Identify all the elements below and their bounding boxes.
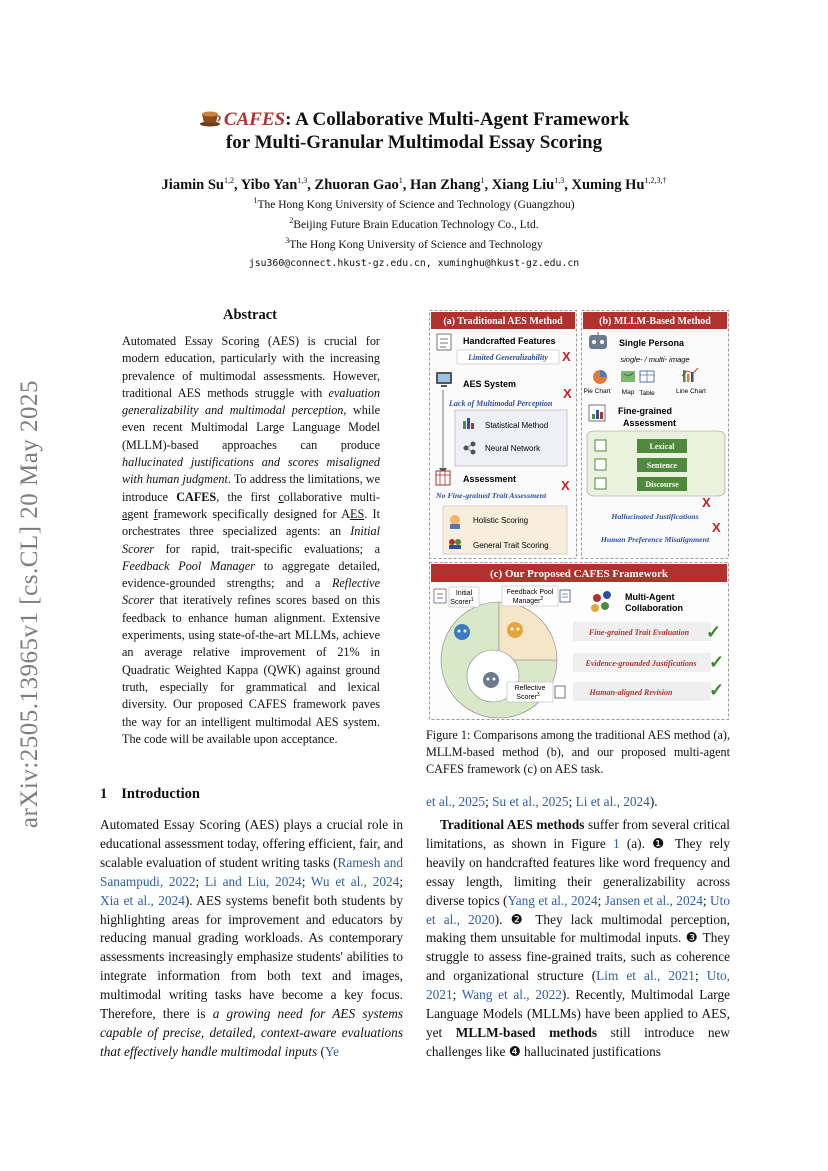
affiliation: $^1$The Hong Kong University of Science and Technology (Guangzhou) <box>253 196 575 211</box>
citation-link[interactable]: Ramesh and Sanampudi, 2022 <box>100 854 403 889</box>
citation-link[interactable]: Li et al., 2024 <box>575 794 650 809</box>
map-label: Map <box>621 389 635 396</box>
feedback-manager-line2: Manager$^2$ <box>512 596 544 605</box>
handcrafted-features-label: Handcrafted Features <box>463 336 556 346</box>
citation-link[interactable]: Lim et al., 2021 <box>596 968 695 984</box>
title-brand: CAFES <box>223 109 286 130</box>
citation-link[interactable]: Ye <box>324 1043 340 1059</box>
pie-chart-icon <box>593 370 607 384</box>
arxiv-id-text: arXiv:2505.13965v1 [cs.CL] 20 May 2025 <box>16 379 43 829</box>
fine-grained-trait-label: Fine-grained Trait Evaluation <box>588 628 690 637</box>
neural-network-label: Neural Network <box>485 444 541 453</box>
citation-link[interactable]: Wu et al., 2024 <box>310 873 400 889</box>
human-aligned-label: Human-aligned Revision <box>589 688 673 697</box>
title-line2: for Multi-Granular Multimodal Essay Scoring <box>225 132 603 153</box>
table-label: Table <box>639 390 655 397</box>
handcrafted-features-icon <box>437 334 451 350</box>
check-icon: ✓ <box>706 622 722 642</box>
initial-scorer-robot-icon <box>454 624 470 640</box>
multi-agent-line2: Collaboration <box>625 603 683 613</box>
line-chart-label: Line Chart <box>676 388 706 395</box>
cross-icon: X <box>561 478 570 493</box>
citation-link[interactable]: et al., 2025 <box>426 794 486 809</box>
general-trait-scoring-label: General Trait Scoring <box>473 541 549 550</box>
holistic-scoring-label: Holistic Scoring <box>473 516 529 525</box>
discourse-label: Discourse <box>645 480 679 489</box>
author: Xiang Liu$^{1,3}$ <box>491 176 565 193</box>
affiliation: $^3$The Hong Kong University of Science and Technology <box>285 236 543 251</box>
panel-b-title: (b) MLLM-Based Method <box>599 316 711 327</box>
citation-link[interactable]: Uto et al., 2020 <box>426 892 730 927</box>
sentence-label: Sentence <box>646 461 678 470</box>
citation-link[interactable]: Uto, 2021 <box>426 968 730 1003</box>
section-heading-introduction: 1 Introduction <box>100 786 200 802</box>
citation-link[interactable]: Xia et al., 2024 <box>100 892 185 908</box>
citation-link[interactable]: Jansen et al., 2024 <box>604 892 703 908</box>
lexical-label: Lexical <box>649 442 675 451</box>
holistic-scoring-icon <box>450 515 460 529</box>
fine-grained-icon <box>589 405 605 421</box>
author: Han Zhang$^1$ <box>410 176 485 193</box>
panel-c-title: (c) Our Proposed CAFES Framework <box>489 568 669 580</box>
map-icon <box>621 371 635 382</box>
reflective-scorer-robot-icon <box>483 672 499 688</box>
feedback-manager-line1: Feedback Pool <box>506 589 554 596</box>
assessment-icon <box>436 471 450 485</box>
cross-icon: X <box>702 495 711 510</box>
author-list: Jiamin Su$^{1,2}$, Yibo Yan$^{1,3}$, Zhuoran Gao$^1$, Han Zhang$^1$, Xiang Liu$^{1,3}$, Xuming $Hu^{1,2,3,\dagger}$ <box>161 176 667 193</box>
intro-paragraph-right-continued: et al., 2025; Su et al., 2025; Li et al., 2024). <box>426 794 658 809</box>
evidence-grounded-label: Evidence-grounded Justifications <box>585 659 697 668</box>
lack-multimodal-label: Lack of Multimodal Perception <box>449 399 553 408</box>
citation-link[interactable]: Li and Liu, 2024 <box>204 873 302 889</box>
checklist-icon <box>595 440 606 489</box>
initial-scorer-line2: Scorer$^1$ <box>450 597 474 606</box>
no-fine-grained-label: No Fine-grained Trait Assessment <box>436 491 547 500</box>
fine-grained-label-line1: Fine-grained <box>618 406 673 416</box>
cross-icon: X <box>563 386 572 401</box>
intro-paragraph-left: Automated Essay Scoring (AES) plays a crucial role in educational assessment today, offering efficient, fair, and scalable evaluation of student writing tasks (Ramesh and Sanampudi, 2022; Li and Liu, 2024; Wu et al., 2024; Xia et al., 2024). AES systems benefit both students by highlighting areas for improvement and educators by reducing manual grading workloads. As contemporary assessments increasingly emphasize students' abilities to integrate information from both text and images, multimodal writing tasks have become a key focus. Therefore, there is a growing need for AES systems capable of precise, detailed, context-aware evaluations that effectively handle multimodal inputs (Ye <box>100 817 404 1059</box>
cross-icon: X <box>712 520 721 535</box>
single-persona-label: Single Persona <box>619 338 685 348</box>
citation-link[interactable]: Wang et al., 2022 <box>461 987 562 1003</box>
assessment-label: Assessment <box>463 474 517 484</box>
figure-reference-link[interactable]: 1 <box>612 835 620 851</box>
reflective-scorer-line2: Scorer$^3$ <box>516 692 540 701</box>
feedback-pool-icon <box>560 590 570 602</box>
pie-chart-label: Pie Chart <box>583 388 611 395</box>
abstract-heading: Abstract <box>223 307 277 323</box>
multi-agent-line1: Multi-Agent <box>625 592 675 602</box>
misalignment-label: Human Preference Misalignment <box>600 535 710 544</box>
fine-grained-label-line2: Assessment <box>623 418 677 428</box>
author: Zhuoran Gao$^1$ <box>314 176 403 193</box>
citation-link[interactable]: Su et al., 2025 <box>492 794 569 809</box>
title-line1: : A Collaborative Multi-Agent Framework <box>285 109 630 130</box>
citation-link[interactable]: Yang et al., 2024 <box>507 892 598 908</box>
initial-scorer-icon <box>434 589 446 603</box>
limited-generalizability-label: Limited Generalizability <box>468 353 548 362</box>
initial-scorer-line1: Initial <box>455 590 473 597</box>
single-multi-image-label: single- / multi- image <box>620 355 690 364</box>
statistical-method-label: Statistical Method <box>485 421 549 430</box>
table-icon <box>640 371 654 382</box>
reflective-scorer-line1: Reflective <box>514 685 546 692</box>
aes-system-label: AES System <box>463 379 517 389</box>
reflective-scorer-doc-icon <box>555 686 565 698</box>
cross-icon: X <box>562 349 571 364</box>
author: Jiamin Su$^{1,2}$ <box>161 176 235 193</box>
check-icon: ✓ <box>709 680 725 700</box>
author: Yibo Yan$^{1,3}$ <box>240 176 308 193</box>
affiliation: $^2$Beijing Future Brain Education Technology Co., Ltd. <box>289 216 539 231</box>
hallucinated-label: Hallucinated Justifications <box>611 512 699 521</box>
coffee-cup-icon <box>199 109 221 127</box>
abstract-body: Automated Essay Scoring (AES) is crucial for modern education, particularly with the increasing prevalence of multimodal assessments. However, traditional AES methods struggle with evaluation generalizability and multimodal perception, while even recent Multimodal Large Language Model (MLLM)-based approaches can produce hallucinated justifications and scores misaligned with human judgment. To address the limitations, we introduce CAFES, the first collaborative multi-agent framework specifically designed for AES. It orchestrates three specialized agents: an Initial Scorer for rapid, trait-specific evaluations; a Feedback Pool Manager to aggregate detailed, evidence-grounded strengths; and a Reflective Scorer that iteratively refines scores based on this feedback to enhance human alignment. Extensive experiments, using state-of-the-art MLLMs, achieve an average relative improvement of 21% in Quadratic Weighted Kappa (QWK) against ground truth, especially for grammatical and lexical diversity. Our proposed CAFES framework paves the way for an intelligent multimodal AES system. The code will be available upon acceptance. <box>122 334 381 746</box>
panel-a-title: (a) Traditional AES Method <box>443 316 563 327</box>
paper-title <box>0 108 828 154</box>
intro-paragraph-right: Traditional AES methods suffer from several critical limitations, as shown in Figure 1 (a). ❶ They rely heavily on handcrafted features like word frequency and essay length, limiting their generalizability across diverse topics (Yang et al., 2024; Jansen et al., 2024; Uto et al., 2020). ❷ They lack multimodal perception, making them unsuitable for multimodal inputs. ❸ They struggle to assess fine-grained traits, such as coherence and organizational structure (Lim et al., 2021; Uto, 2021; Wang et al., 2022). Recently, Multimodal Large Language Models (MLLMs) have been applied to AES, yet MLLM-based methods still introduce new challenges like ❹ hallucinated justifications <box>426 817 731 1059</box>
figure-caption: Figure 1: Comparisons among the traditional AES method (a), MLLM-based method (b), and our proposed multi-agent CAFES framework (c) on AES task. <box>426 728 731 777</box>
author-emails: jsu360@connect.hkust-gz.edu.cn, xuminghu@hkust-gz.edu.cn <box>248 258 580 269</box>
feedback-manager-robot-icon <box>507 622 523 638</box>
figure-1 <box>429 310 729 720</box>
author: Xuming $Hu^{1,2,3,\dagger}$ <box>571 176 667 193</box>
check-icon: ✓ <box>709 652 725 672</box>
